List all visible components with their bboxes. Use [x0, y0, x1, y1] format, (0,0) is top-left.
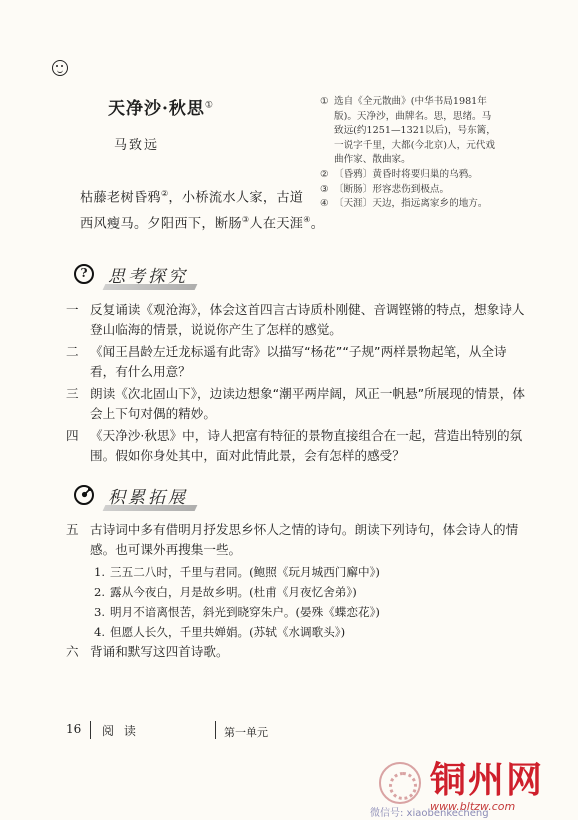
- footer-divider: [215, 721, 216, 739]
- section-title: 积累拓展: [108, 488, 188, 508]
- title-note-marker: ①: [204, 100, 214, 111]
- question-icon: ?: [74, 264, 94, 284]
- poem-quote: 1. 三五二八时，千里与君同。(鲍照《玩月城西门廨中》): [94, 565, 380, 579]
- page-number: 16: [66, 722, 82, 736]
- poem-quote: 4. 但愿人长久，千里共婵娟。(苏轼《水调歌头》): [94, 625, 346, 639]
- footnote: ① 选自《全元散曲》(中华书局1981年版)。天净沙，曲牌名。思，思绪。马致远(约1251—1321以后)，号东篱，一说字千里，大都(今北京)人，元代戏曲作家、散曲家。: [320, 96, 496, 166]
- question-list: [66, 300, 531, 468]
- question-item: 六 背诵和默写这四首诗歌。: [66, 644, 229, 659]
- smiley-icon: [52, 60, 68, 76]
- watermark-wechat: 微信号: xiaobenkecheng: [370, 808, 489, 819]
- footnotes: [320, 95, 500, 212]
- question-item: 二 《闻王昌龄左迁龙标遥有此寄》以描写“杨花”“子规”两样景物起笔，从全诗看，有什么用意？: [66, 344, 507, 379]
- section-title: 思考探究: [108, 267, 188, 287]
- question-item: 一 反复诵读《观沧海》，体会这首四言古诗质朴刚健、音调铿锵的特点，想象诗人登山临海的情景，说说你产生了怎样的感觉。: [66, 302, 525, 337]
- poem-line: 西风瘦马。夕阳西下，断肠③人在天涯④。: [80, 215, 325, 232]
- footnote: ④ 〔天涯〕天边，指远离家乡的地方。: [320, 198, 488, 210]
- watermark-url: www.bltzw.com: [430, 800, 516, 813]
- poem-quote: 3. 明月不谙离恨苦，斜光到晓穿朱户。(晏殊《蝶恋花》): [94, 605, 380, 619]
- footnote: ② 〔昏鸦〕黄昏时将要归巢的乌鸦。: [320, 168, 478, 180]
- poem-body: [80, 183, 325, 236]
- question-item: 四 《天净沙·秋思》中，诗人把富有特征的景物直接组合在一起，营造出特别的氛围。假如你身处其中，面对此情此景，会有怎样的感受？: [66, 428, 523, 463]
- watermark-site: 铜州网: [430, 760, 545, 801]
- question-item: 三 朗读《次北固山下》，边读边想象“潮平两岸阔，风正一帆悬”所展现的情景，体会上下句对偶的精妙。: [66, 386, 525, 421]
- poem-quote: 2. 露从今夜白，月是故乡明。(杜甫《月夜忆舍弟》): [94, 585, 357, 599]
- target-icon: [74, 485, 94, 505]
- watermark-seal-icon: [379, 762, 421, 804]
- section-header-extend: [74, 483, 274, 511]
- poem-title: 天净沙·秋思①: [108, 99, 214, 119]
- footer-unit: 第一单元: [224, 726, 268, 739]
- poem-author: 马致远: [114, 138, 160, 153]
- poem-line: 枯藤老树昏鸦②，小桥流水人家，古道: [80, 189, 304, 206]
- section-header-think: [74, 262, 274, 290]
- footer-section: 阅 读: [102, 724, 139, 738]
- footnote: ③ 〔断肠〕形容悲伤到极点。: [320, 183, 450, 195]
- footer-divider: [90, 721, 91, 739]
- question-item: 五 古诗词中多有借明月抒发思乡怀人之情的诗句。朗读下列诗句，体会诗人的情感。也可课外再搜集一些。: [66, 522, 519, 557]
- extension-list: [66, 520, 531, 664]
